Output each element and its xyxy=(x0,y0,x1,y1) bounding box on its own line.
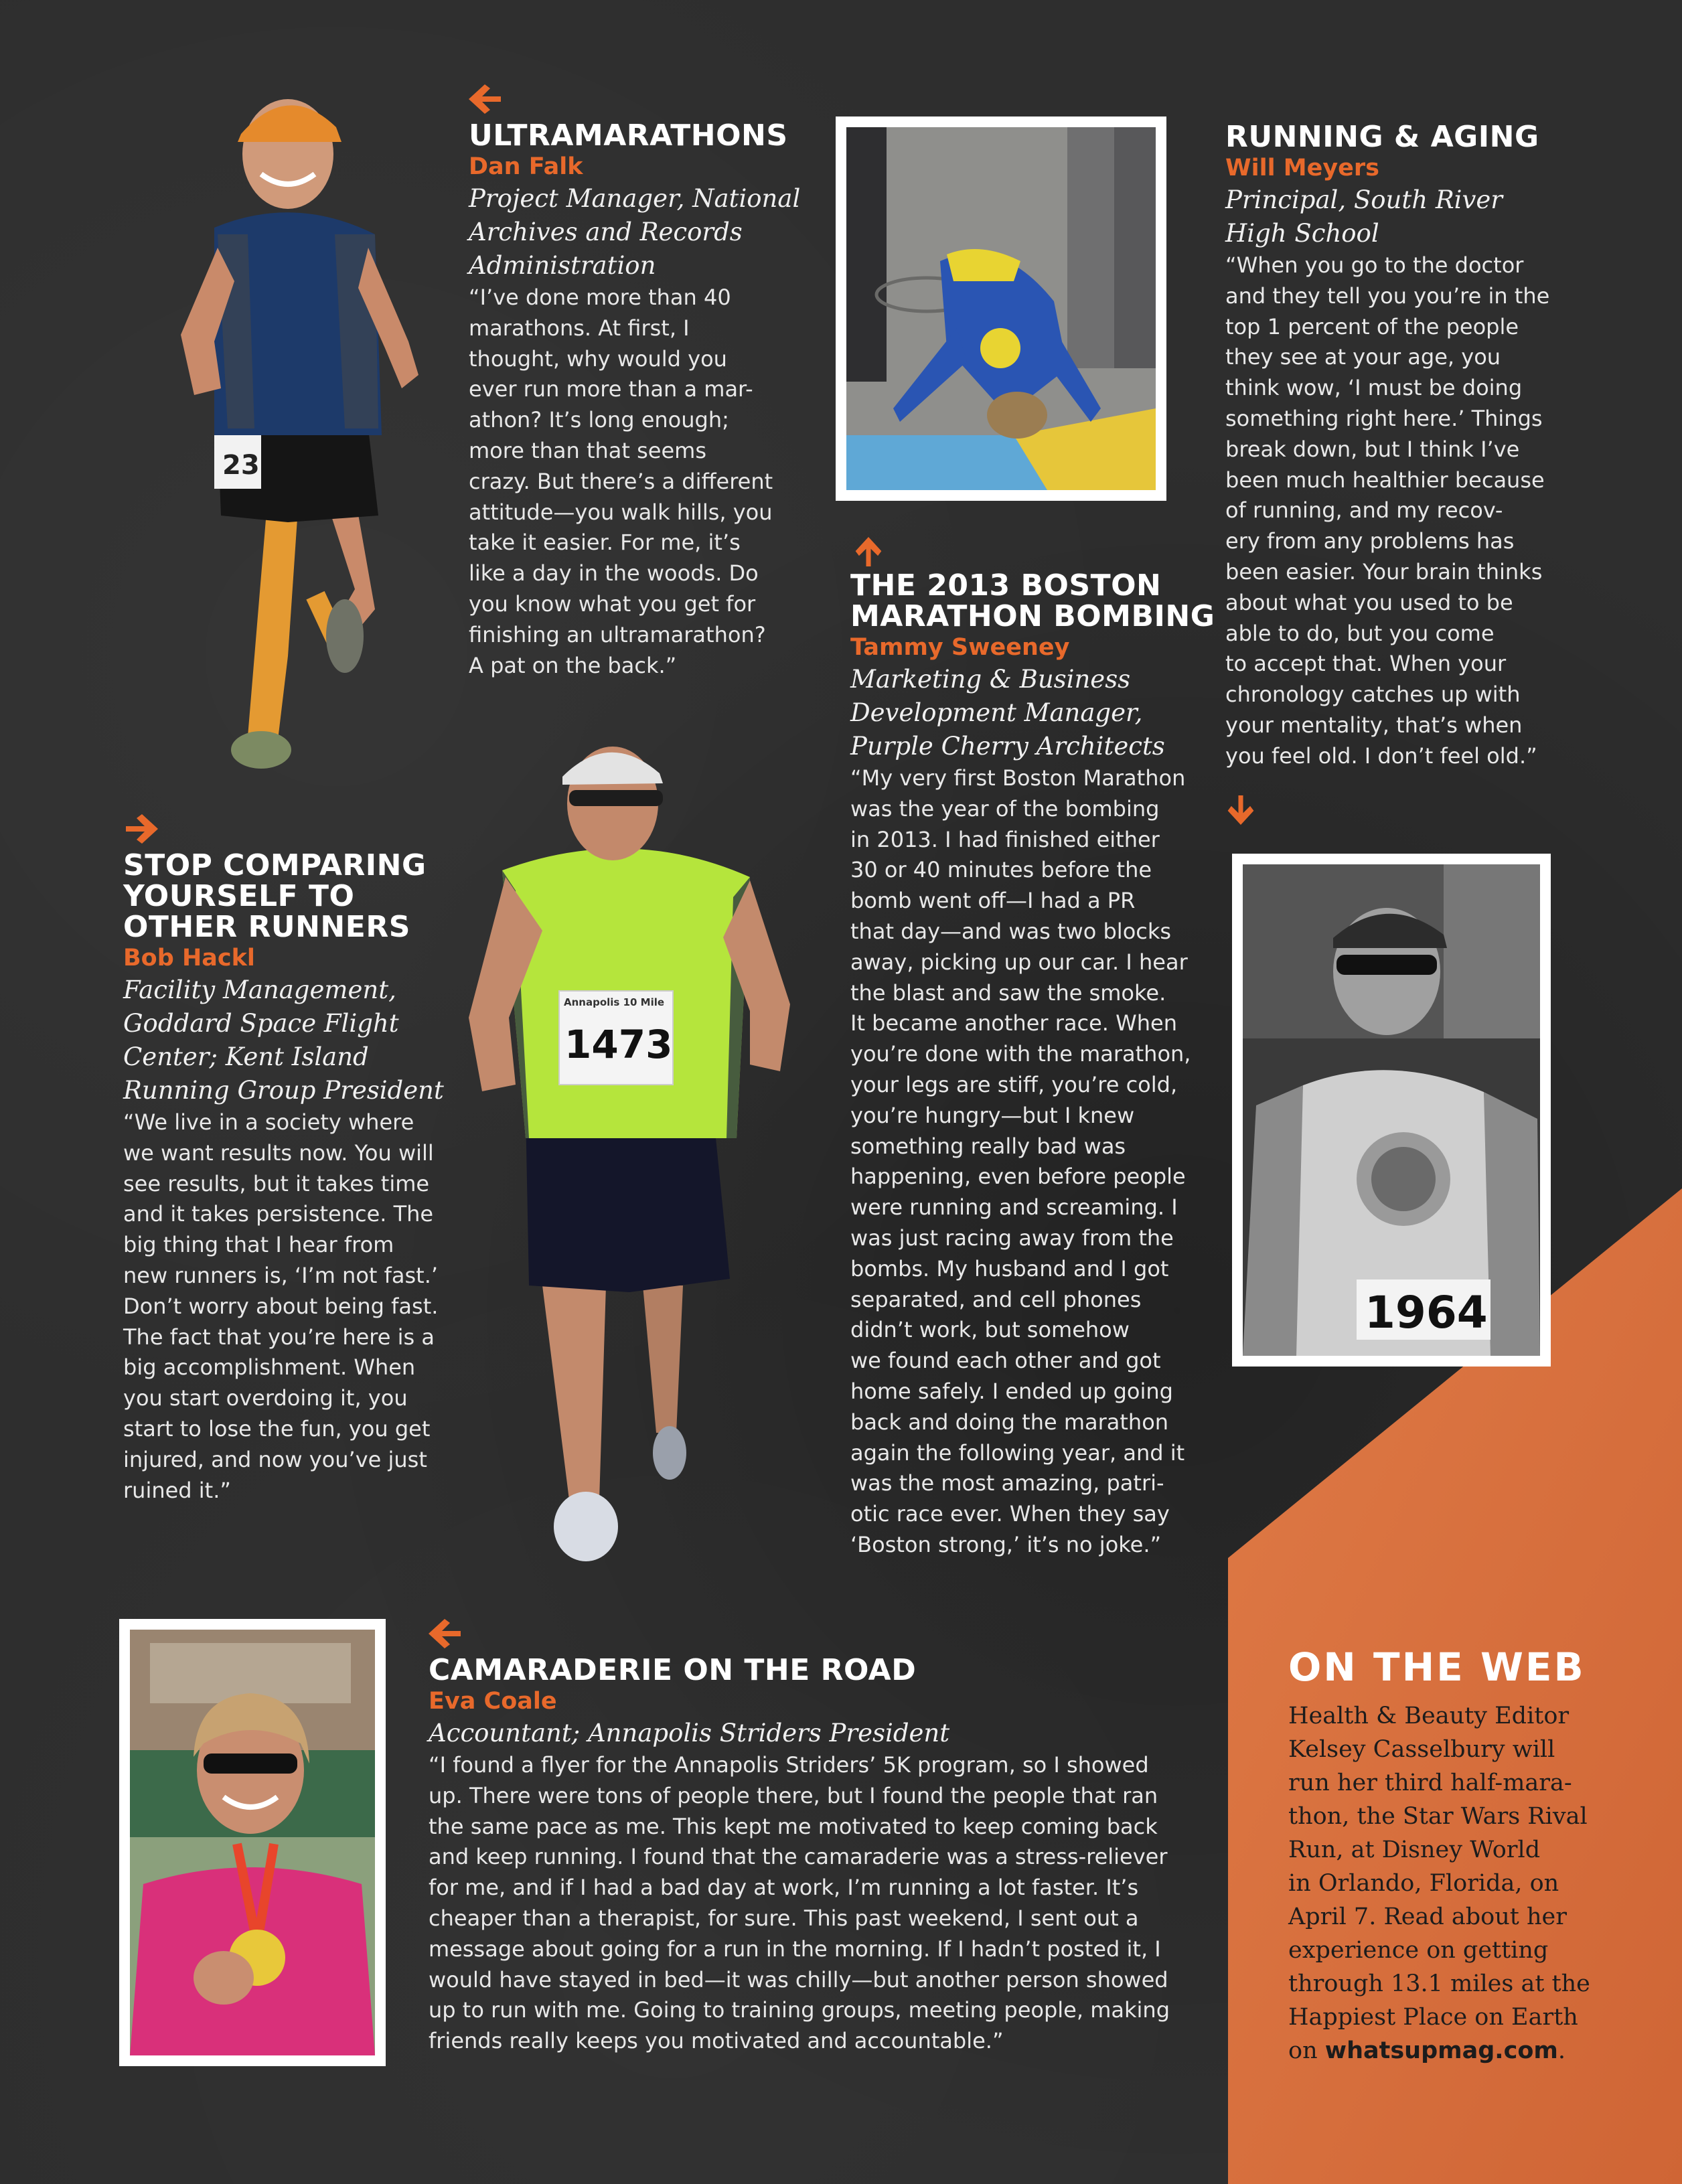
runner-quote: “I’ve done more than 40 marathons. At first, I thought, why would you ever run more than a mar- athon? It’s long enough; more than that seems crazy. But there’s a different attitude—you walk hills, you take it easier. For me, it’s like a day in the woods. Do you know what you get for finishing an ultramarathon? A pat on the back.” xyxy=(469,285,773,678)
will-bib-number: 1964 xyxy=(1365,1287,1488,1338)
section-heading: RUNNING & AGING xyxy=(1225,120,1539,154)
whatsupmag-link[interactable]: whatsupmag.com xyxy=(1324,2037,1558,2064)
running-aging-section xyxy=(1225,122,1574,772)
runner-title: Project Manager, National Archives and Records Administration xyxy=(469,184,801,280)
runner-photo-dan-falk xyxy=(154,80,435,790)
runner-title: Marketing & Business Development Manager, Purple Cherry Architects xyxy=(850,665,1165,761)
runner-name: Will Meyers xyxy=(1225,155,1379,181)
arrow-left-icon xyxy=(469,84,502,114)
runner-quote: “I found a flyer for the Annapolis Striders’ 5K program, so I showed up. There were tons of people there, but I found the people that ran the same pace as me. This kept me motivated to keep coming back and keep running. I found that the camaraderie was a stress-reliever for me, and if I had a bad day at work, I’m running a lot faster. It’s cheaper than a therapist, for sure. This past weekend, I sent out a message about going for a run in the morning. If I hadn’t posted it, I would have stayed in bed—it was chilly—but another person showed up to run with me. Going to training groups, meeting people, making friends really keeps you motivated and accountable.” xyxy=(429,1752,1170,2054)
runner-quote: “My very first Boston Marathon was the year of the bombing in 2013. I had finished either 30 or 40 minutes before the bomb went off—I had a PR that day—and was two blocks away, picking up our car. I hear the blast and saw the smoke. It became another race. When you’re done with the marathon, your legs are stiff, you’re cold, you’re hungry—but I knew something really bad was happening, even before people were running and screaming. I was just racing away from the bombs. My husband and I got separated, and cell phones didn’t work, but somehow we found each other and got home safely. I ended up going back and doing the marathon again the following year, and it was the most amazing, patri- otic race ever. When they say ‘Boston strong,’ it’s no joke.” xyxy=(850,765,1191,1557)
runner-name: Eva Coale xyxy=(429,1688,557,1715)
bob-bib-event: Annapolis 10 Mile xyxy=(564,996,665,1008)
arrow-right-icon xyxy=(125,814,158,844)
arrow-left-icon xyxy=(429,1619,462,1648)
boston-photo-frame xyxy=(836,116,1166,501)
runner-title: Principal, South River High School xyxy=(1225,185,1503,248)
runner-name: Tammy Sweeney xyxy=(850,634,1070,661)
camaraderie-photo-frame xyxy=(119,1619,386,2066)
boston-section xyxy=(850,570,1225,1561)
runner-quote: “When you go to the doctor and they tell you you’re in the top 1 percent of the people they see at your age, you think wow, ‘I must be doing something right here.’ Things break down, but I think I’ve been much healthier because of running, and my recov- ery from any problems has been easier. Your brain thinks about what you used to be able to do, but you come to accept that. When your chronology catches up with your mentality, that’s when you feel old. I don’t feel old.” xyxy=(1225,252,1550,769)
bob-bib-number: 1473 xyxy=(564,1022,673,1067)
on-the-web-heading: ON THE WEB xyxy=(1288,1644,1586,1690)
on-the-web-section xyxy=(1288,1644,1636,2068)
stop-comparing-section xyxy=(123,850,471,1506)
runner-photo-bob-hackl xyxy=(469,736,804,1600)
runner-title: Facility Management, Goddard Space Flight Center; Kent Island Running Group President xyxy=(123,976,444,1105)
section-heading: CAMARADERIE ON THE ROAD xyxy=(429,1653,917,1687)
ultramarathons-section xyxy=(469,121,830,681)
on-the-web-text: Health & Beauty Editor Kelsey Casselbury will run her third half-mara- thon, the Star Wars Rival Run, at Disney World in Orlando, Florida, on April 7. Read about her experience on getting through 13.1 miles at the Happiest Place on Earth on xyxy=(1288,1703,1590,2064)
runner-quote: “We live in a society where we want results now. You will see results, but it takes time and it takes persistence. The big thing that I hear from new runners is, ‘I’m not fast.’ Don’t worry about being fast. The fact that you’re here is a big accomplishment. When you start overdoing it, you start to lose the fun, you get injured, and now you’ve just ruined it.” xyxy=(123,1109,439,1503)
runner-name: Dan Falk xyxy=(469,153,583,180)
camaraderie-section xyxy=(429,1655,1192,2057)
runner-title: Accountant; Annapolis Striders President xyxy=(429,1719,950,1747)
section-heading: ULTRAMARATHONS xyxy=(469,119,788,153)
section-heading: THE 2013 BOSTON MARATHON BOMBING xyxy=(850,568,1215,633)
section-heading: STOP COMPARING YOURSELF TO OTHER RUNNERS xyxy=(123,848,427,944)
arrow-down-icon xyxy=(1224,795,1257,825)
arrow-up-icon xyxy=(852,537,885,566)
will-meyers-photo xyxy=(1243,864,1540,1356)
eva-coale-photo xyxy=(130,1630,375,2055)
boston-finish-line-photo xyxy=(846,127,1156,490)
dan-bib-number: 23 xyxy=(222,450,260,481)
aging-photo-frame xyxy=(1232,854,1551,1367)
runner-name: Bob Hackl xyxy=(123,945,255,971)
on-the-web-end: . xyxy=(1557,2037,1565,2064)
